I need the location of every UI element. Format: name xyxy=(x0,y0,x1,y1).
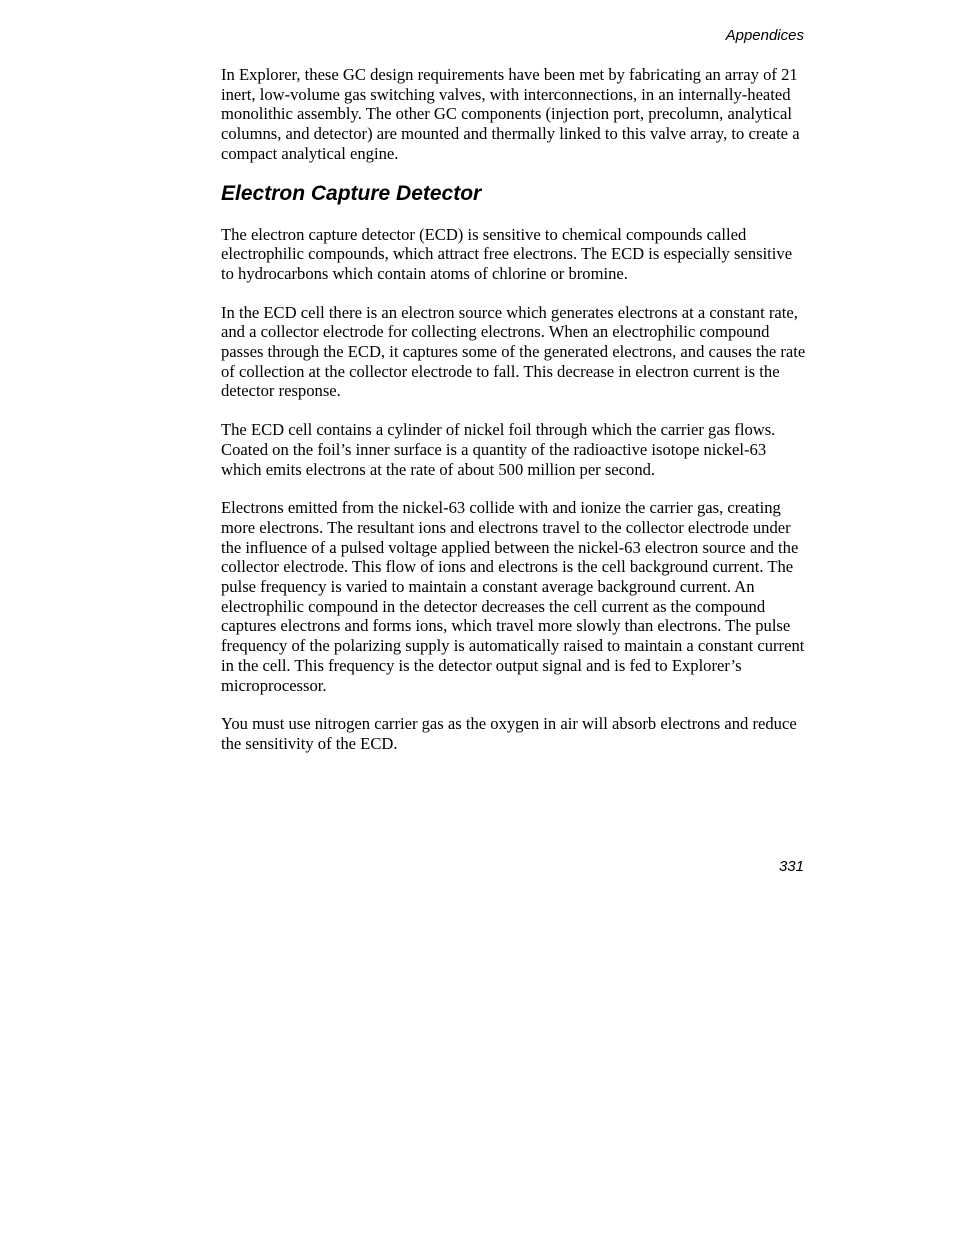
section-heading: Electron Capture Detector xyxy=(221,181,482,205)
intro-paragraph: In Explorer, these GC design requirements have been met by fabricating an array of 21 inert, low-volume gas switching valves, with interconnections, in an internally-heated monolithic assembly. The other GC components (injection port, precolumn, analytical columns, and detector) are mounted and thermally linked to this valve array, to create a compact analytical engine. xyxy=(221,65,800,163)
ecd-paragraph-4: Electrons emitted from the nickel-63 collide with and ionize the carrier gas, creating more electrons. The resultant ions and electrons travel to the collector electrode under the influence of a pulsed voltage applied between the nickel-63 electron source and the collector electrode. This flow of ions and electrons is the cell background current. The pulse frequency is varied to maintain a constant average background current. An electrophilic compound in the detector decreases the cell current as the compound captures electrons and forms ions, which travel more slowly than electrons. The pulse frequency of the polarizing supply is automatically raised to maintain a constant current in the cell. This frequency is the detector output signal and is fed to Explorer’s microprocessor. xyxy=(221,498,805,695)
page-content xyxy=(221,65,807,754)
ecd-paragraph-1: The electron capture detector (ECD) is sensitive to chemical compounds called electrophilic compounds, which attract free electrons. The ECD is especially sensitive to hydrocarbons which contain atoms of chlorine or bromine. xyxy=(221,224,793,283)
ecd-paragraph-2: In the ECD cell there is an electron source which generates electrons at a constant rate, and a collector electrode for collecting electrons. When an electrophilic compound passes through the ECD, it captures some of the generated electrons, and causes the rate of collection at the collector electrode to fall. This decrease in electron current is the detector response. xyxy=(221,302,806,401)
ecd-paragraph-3: The ECD cell contains a cylinder of nickel foil through which the carrier gas flows. Coated on the foil’s inner surface is a quantity of the radioactive isotope nickel-63 which emits electrons at the rate of about 500 million per second. xyxy=(221,420,776,479)
running-header: Appendices xyxy=(725,27,804,44)
ecd-paragraph-5: You must use nitrogen carrier gas as the oxygen in air will absorb electrons and reduce the sensitivity of the ECD. xyxy=(221,714,797,753)
page-number: 331 xyxy=(778,858,804,875)
